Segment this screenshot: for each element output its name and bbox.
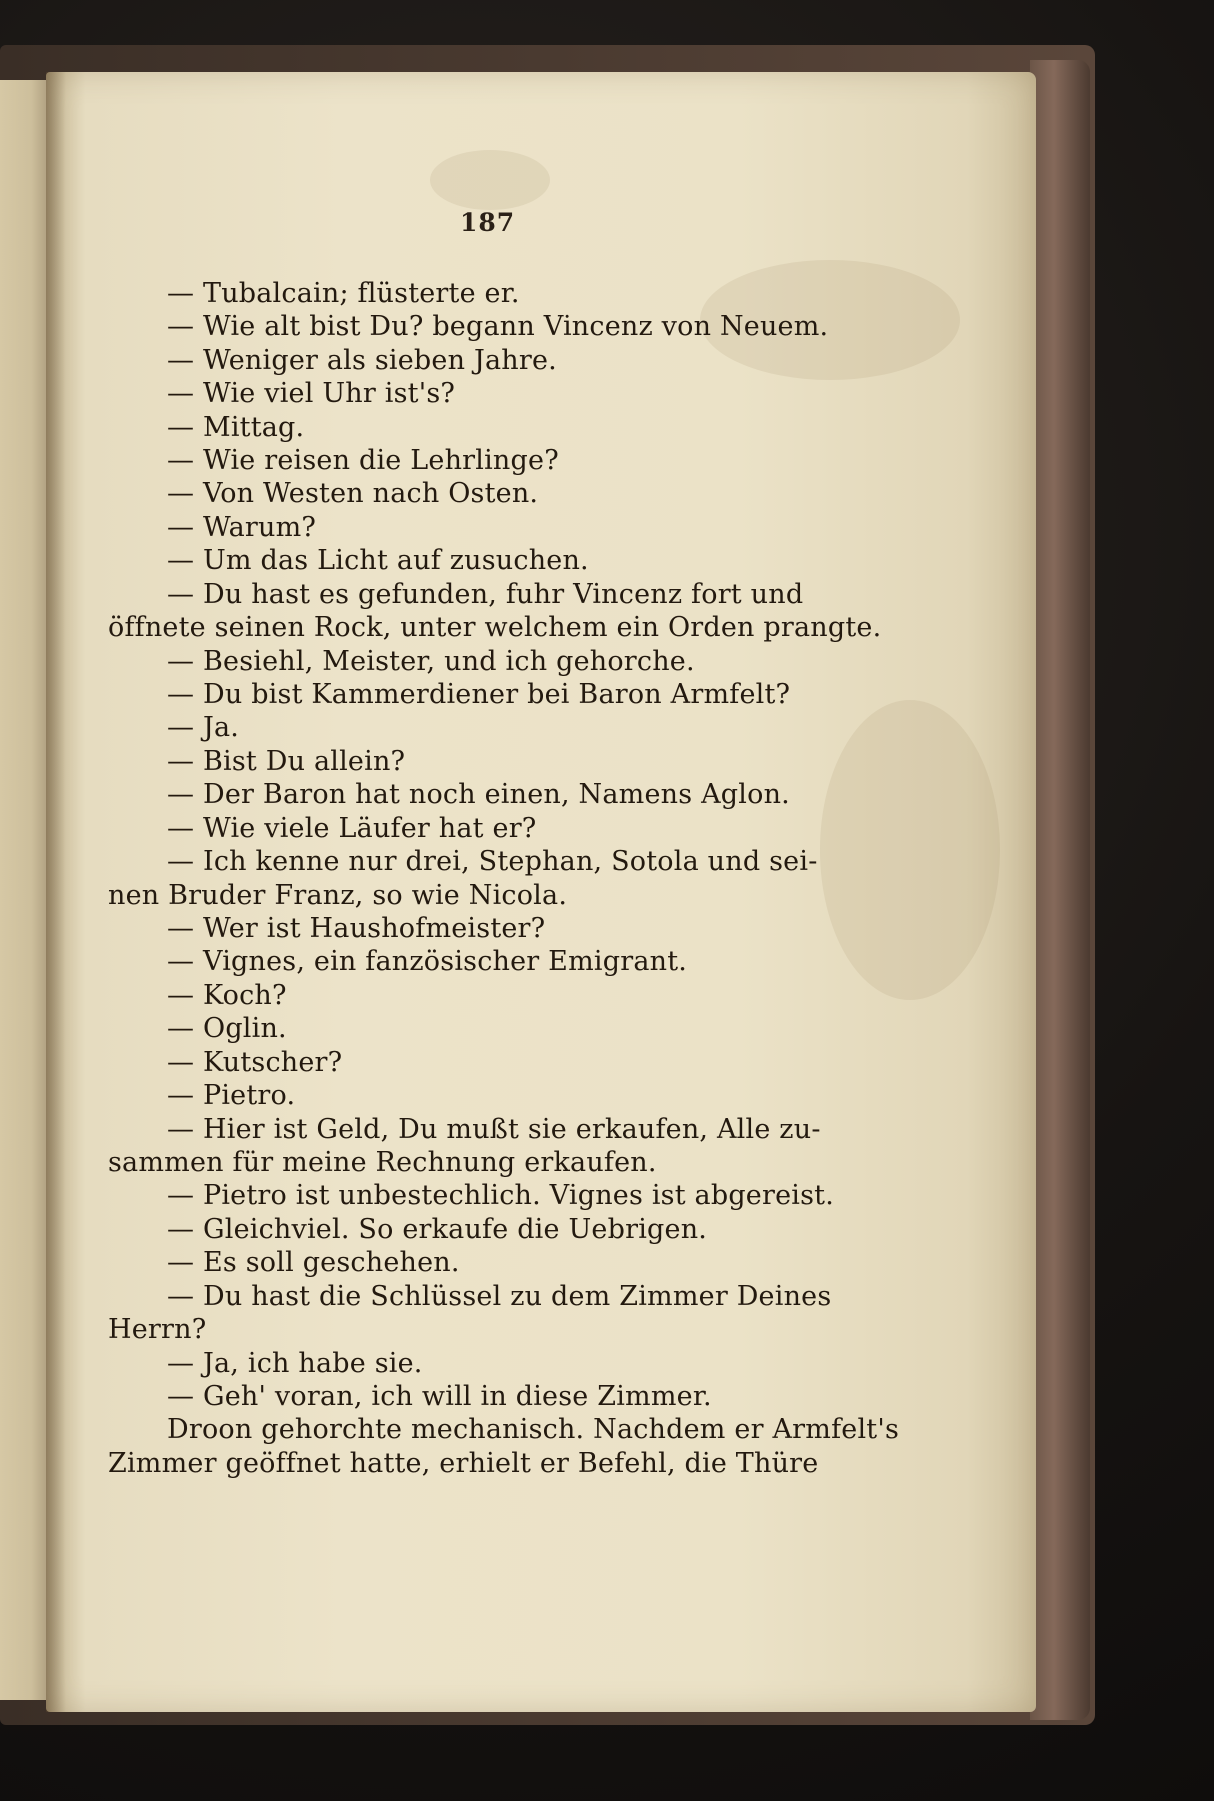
- left-page-edge: [0, 80, 52, 1700]
- text-line: — Der Baron hat noch einen, Namens Aglon.: [167, 779, 790, 810]
- page-gutter-shadow: [46, 72, 66, 1712]
- text-line: — Oglin.: [167, 1013, 287, 1044]
- text-line: — Gleichviel. So erkaufe die Uebrigen.: [167, 1214, 708, 1245]
- text-line: nen Bruder Franz, so wie Nicola.: [108, 880, 568, 911]
- text-line: — Du hast die Schlüssel zu dem Zimmer Deines: [167, 1281, 832, 1312]
- text-line: — Wie viel Uhr ist's?: [167, 378, 456, 409]
- text-line: — Pietro ist unbestechlich. Vignes ist abgereist.: [167, 1180, 834, 1211]
- text-line: — Wie alt bist Du? begann Vincenz von Neuem.: [167, 311, 829, 342]
- text-line: — Du hast es gefunden, fuhr Vincenz fort und: [167, 579, 804, 610]
- text-line: sammen für meine Rechnung erkaufen.: [108, 1147, 657, 1178]
- text-line: — Weniger als sieben Jahre.: [167, 345, 557, 376]
- page-stain: [430, 150, 550, 210]
- text-line: — Ich kenne nur drei, Stephan, Sotola und sei-: [167, 846, 818, 877]
- text-line: — Koch?: [167, 980, 287, 1011]
- text-line: — Wer ist Haushofmeister?: [167, 913, 546, 944]
- text-line: — Von Westen nach Osten.: [167, 478, 539, 509]
- text-line: — Du bist Kammerdiener bei Baron Armfelt?: [167, 679, 791, 710]
- text-line: — Ja, ich habe sie.: [167, 1348, 423, 1379]
- text-line: Herrn?: [108, 1314, 207, 1345]
- text-line: Droon gehorchte mechanisch. Nachdem er Armfelt's: [167, 1414, 900, 1445]
- page-stain: [820, 700, 1000, 1000]
- text-line: öffnete seinen Rock, unter welchem ein Orden prangte.: [108, 612, 882, 643]
- text-line: Zimmer geöffnet hatte, erhielt er Befehl, die Thüre: [108, 1448, 819, 1479]
- text-line: — Vignes, ein fanzösischer Emigrant.: [167, 946, 688, 977]
- text-line: — Ja.: [167, 712, 240, 743]
- text-line: — Pietro.: [167, 1080, 296, 1111]
- text-line: — Warum?: [167, 512, 317, 543]
- text-line: — Kutscher?: [167, 1047, 343, 1078]
- text-line: — Wie viele Läufer hat er?: [167, 813, 537, 844]
- text-line: — Besiehl, Meister, und ich gehorche.: [167, 646, 695, 677]
- book-cover-edge: [1030, 60, 1090, 1720]
- text-line: — Mittag.: [167, 412, 305, 443]
- page-number: 187: [460, 208, 516, 237]
- text-line: — Geh' voran, ich will in diese Zimmer.: [167, 1381, 712, 1412]
- text-line: — Bist Du allein?: [167, 746, 406, 777]
- text-line: — Es soll geschehen.: [167, 1247, 460, 1278]
- text-line: — Um das Licht auf zusuchen.: [167, 545, 589, 576]
- text-line: — Wie reisen die Lehrlinge?: [167, 445, 559, 476]
- text-line: — Tubalcain; flüsterte er.: [167, 278, 520, 309]
- text-line: — Hier ist Geld, Du mußt sie erkaufen, Alle zu-: [167, 1114, 821, 1145]
